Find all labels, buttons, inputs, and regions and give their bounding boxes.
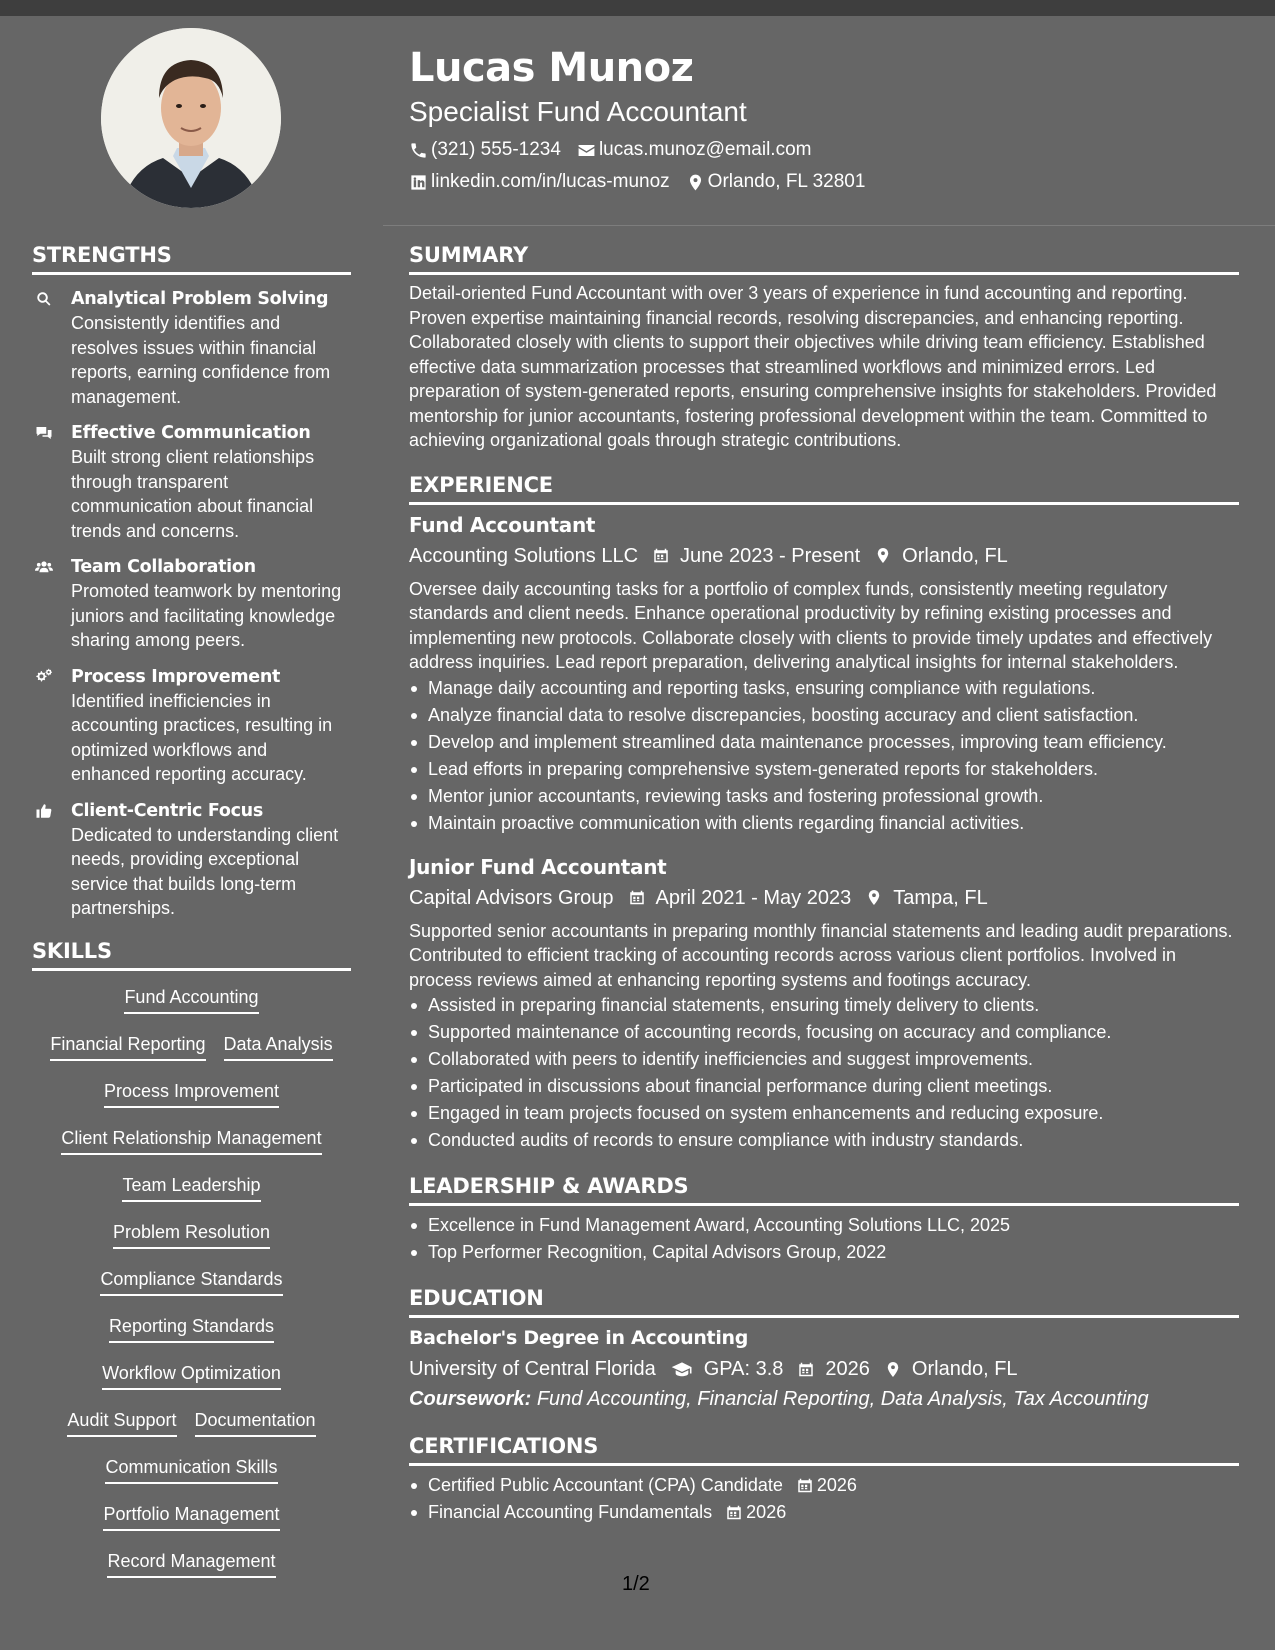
education-meta: [409, 1354, 1239, 1384]
education-section: [409, 1284, 1239, 1414]
awards-list: [409, 1212, 1239, 1266]
job-bullets: [409, 675, 1239, 837]
skill-tag: Client Relationship Management: [61, 1126, 321, 1155]
strength-title: Effective Communication: [71, 423, 311, 443]
job-bullets: [409, 992, 1239, 1154]
job-meta: [409, 883, 1239, 913]
email-contact[interactable]: [577, 136, 812, 164]
strength-desc: Built strong client relationships through transparent communication about financial trends and concerns.: [71, 447, 315, 541]
skill-tag: Financial Reporting: [50, 1032, 205, 1061]
list-item: Participated in discussions about financial performance during client meetings.: [409, 1073, 1239, 1100]
skills-heading: SKILLS: [32, 937, 351, 971]
list-item: Collaborated with peers to identify inefficiencies and suggest improvements.: [409, 1046, 1239, 1073]
job-location: Tampa, FL: [893, 886, 988, 909]
list-item: [409, 1499, 1239, 1526]
graduation-year: 2026: [825, 1358, 870, 1380]
skill-tag: Process Improvement: [104, 1079, 279, 1108]
linkedin-text[interactable]: linkedin.com/in/lucas-munoz: [431, 171, 670, 192]
certification: [428, 1499, 1239, 1526]
certifications-section: [409, 1432, 1239, 1526]
skill-tag: Team Leadership: [122, 1173, 260, 1202]
strength-title: Analytical Problem Solving: [71, 289, 329, 309]
summary-heading: SUMMARY: [409, 241, 1239, 275]
strength-desc: Promoted teamwork by mentoring juniors and facilitating knowledge sharing among peers.: [71, 581, 342, 650]
skill-tag: Record Management: [107, 1549, 275, 1578]
strengths-heading: STRENGTHS: [32, 241, 351, 275]
job-company: Accounting Solutions LLC: [409, 544, 639, 567]
users-icon: [33, 558, 55, 576]
job-entry: [409, 511, 1239, 837]
certifications-list: [409, 1472, 1239, 1526]
resume-header: [409, 42, 1239, 198]
strength-desc: Dedicated to understanding client needs, providing exceptional service that builds long-term partnerships.: [71, 824, 339, 918]
map-pin-icon: [865, 888, 883, 907]
job-dates: June 2023 - Present: [680, 544, 861, 567]
coursework-text: Fund Accounting, Financial Reporting, Data Analysis, Tax Accounting: [536, 1388, 1149, 1410]
strength-item: [32, 287, 351, 409]
summary-text: Detail-oriented Fund Accountant with over 3 years of experience in fund accounting and reporting. Proven expertise maintaining financial records, resolving discrepancies, and enhancing reporting. Collaborated closely with clients to support their objectives while driving team efficiency. Established effective data summarization processes that streamlined workflows and minimized errors. Led preparation of system-generated reports, ensuring comprehensive insights for stakeholders. Provided mentorship for junior accountants, fostering professional development within the team. Committed to achieving organizational goals through strategic contributions.: [409, 283, 1217, 450]
education-heading: EDUCATION: [409, 1284, 1239, 1318]
calendar-icon: [796, 1476, 814, 1495]
comments-icon: [33, 424, 55, 442]
list-item: Engaged in team projects focused on system enhancements and reducing exposure.: [409, 1100, 1239, 1127]
job-entry: [409, 853, 1239, 1155]
certification: [428, 1472, 1239, 1499]
calendar-icon: [652, 546, 670, 565]
map-pin-icon: [884, 1360, 902, 1379]
skill-tag: Communication Skills: [105, 1455, 277, 1484]
coursework: [409, 1384, 1239, 1414]
job-meta: [409, 541, 1239, 571]
strength-desc: Identified inefficiencies in accounting practices, resulting in optimized workflows and enhanced reporting accuracy.: [71, 690, 333, 784]
skill-tag: Portfolio Management: [103, 1502, 279, 1531]
skill-tag: Data Analysis: [224, 1032, 333, 1061]
phone-contact: [409, 136, 561, 164]
skill-tag: Audit Support: [67, 1408, 176, 1437]
coursework-label: Coursework:: [409, 1388, 532, 1410]
graduation-cap-icon: [670, 1360, 694, 1379]
experience-heading: EXPERIENCE: [409, 471, 1239, 505]
skill-tag: Fund Accounting: [124, 985, 258, 1014]
top-bar: [0, 0, 1275, 16]
skills-list: [32, 971, 351, 1596]
list-item: Excellence in Fund Management Award, Accounting Solutions LLC, 2025: [409, 1212, 1239, 1239]
certification-year: 2026: [746, 1502, 787, 1522]
strength-title: Team Collaboration: [71, 557, 256, 577]
envelope-icon: [577, 141, 596, 160]
header-divider: [383, 225, 1275, 226]
skill-tag: Compliance Standards: [100, 1267, 282, 1296]
gears-icon: [33, 668, 55, 686]
strength-title: Client-Centric Focus: [71, 800, 263, 821]
strength-desc: Consistently identifies and resolves issues within financial reports, earning confidence from management.: [71, 313, 331, 407]
summary-section: [409, 241, 1239, 453]
job-company: Capital Advisors Group: [409, 886, 614, 909]
school-name: University of Central Florida: [409, 1358, 656, 1380]
skill-tag: Reporting Standards: [109, 1314, 274, 1343]
skill-tag: Problem Resolution: [113, 1220, 270, 1249]
location-contact: [686, 168, 866, 196]
strength-title: Process Improvement: [71, 666, 281, 687]
list-item: [409, 1472, 1239, 1499]
contact-row-2: [409, 166, 1239, 198]
email-text[interactable]: lucas.munoz@email.com: [598, 139, 812, 160]
gpa-text: GPA: 3.8: [703, 1358, 784, 1380]
linkedin-icon: [409, 173, 428, 192]
job-dates: April 2021 - May 2023: [655, 886, 852, 909]
list-item: Manage daily accounting and reporting tasks, ensuring compliance with regulations.: [409, 675, 1239, 702]
certification-year: 2026: [816, 1475, 857, 1495]
school-location: Orlando, FL: [911, 1358, 1018, 1380]
awards-section: [409, 1172, 1239, 1266]
experience-section: [409, 471, 1239, 1155]
thumbs-up-icon: [33, 802, 55, 820]
strength-item: [32, 799, 351, 921]
list-item: Conducted audits of records to ensure compliance with industry standards.: [409, 1127, 1239, 1154]
location-text: Orlando, FL 32801: [707, 171, 866, 192]
strength-item: [32, 421, 351, 543]
certifications-heading: CERTIFICATIONS: [409, 1432, 1239, 1466]
calendar-icon: [797, 1360, 815, 1379]
skill-tag: Documentation: [195, 1408, 316, 1437]
skill-tag: Workflow Optimization: [102, 1361, 281, 1390]
map-pin-icon: [686, 173, 705, 192]
certification-name: Financial Accounting Fundamentals: [428, 1502, 713, 1522]
list-item: Lead efforts in preparing comprehensive system-generated reports for stakeholders.: [409, 756, 1239, 783]
contact-row-1: [409, 134, 1239, 166]
list-item: Supported maintenance of accounting records, focusing on accuracy and compliance.: [409, 1019, 1239, 1046]
list-item: Analyze financial data to resolve discrepancies, boosting accuracy and client satisfaction.: [409, 702, 1239, 729]
calendar-icon: [628, 888, 646, 907]
search-icon: [33, 290, 55, 308]
page-number: 1/2: [622, 1573, 650, 1595]
awards-heading: LEADERSHIP & AWARDS: [409, 1172, 1239, 1206]
list-item: Assisted in preparing financial statements, ensuring timely delivery to clients.: [409, 992, 1239, 1019]
job-description: Oversee daily accounting tasks for a portfolio of complex funds, consistently meeting regulatory standards and client needs. Enhance operational productivity by refining existing processes and implementing new protocols. Collaborate closely with clients to provide timely updates and effectively address inquiries. Lead report preparation, delivering analytical insights for internal stakeholders.: [409, 578, 1213, 672]
left-column: [32, 241, 351, 1596]
linkedin-contact[interactable]: [409, 168, 670, 196]
job-title: Junior Fund Accountant: [409, 854, 667, 879]
strength-item: [32, 665, 351, 787]
phone-text: (321) 555-1234: [431, 139, 561, 160]
right-column: [409, 241, 1239, 1526]
list-item: Top Performer Recognition, Capital Advisors Group, 2022: [409, 1239, 1239, 1266]
phone-icon: [409, 141, 428, 160]
degree-title: Bachelor's Degree in Accounting: [409, 1327, 749, 1349]
profile-photo: [101, 28, 281, 208]
list-item: Mentor junior accountants, reviewing tasks and fostering professional growth.: [409, 783, 1239, 810]
map-pin-icon: [874, 546, 892, 565]
certification-name: Certified Public Accountant (CPA) Candidate: [428, 1475, 783, 1495]
candidate-name: Lucas Munoz: [409, 45, 694, 91]
list-item: Maintain proactive communication with clients regarding financial activities.: [409, 810, 1239, 837]
job-description: Supported senior accountants in preparing monthly financial statements and leading audit preparations. Contributed to efficient tracking of accounting records across various client portfolios. Involved in process reviews aimed at enhancing reporting systems and footings accuracy.: [409, 920, 1233, 990]
job-location: Orlando, FL: [902, 544, 1008, 567]
strength-item: [32, 555, 351, 653]
calendar-icon: [725, 1503, 743, 1522]
candidate-title: Specialist Fund Accountant: [409, 96, 747, 127]
job-title: Fund Accountant: [409, 512, 596, 537]
list-item: Develop and implement streamlined data maintenance processes, improving team efficiency.: [409, 729, 1239, 756]
